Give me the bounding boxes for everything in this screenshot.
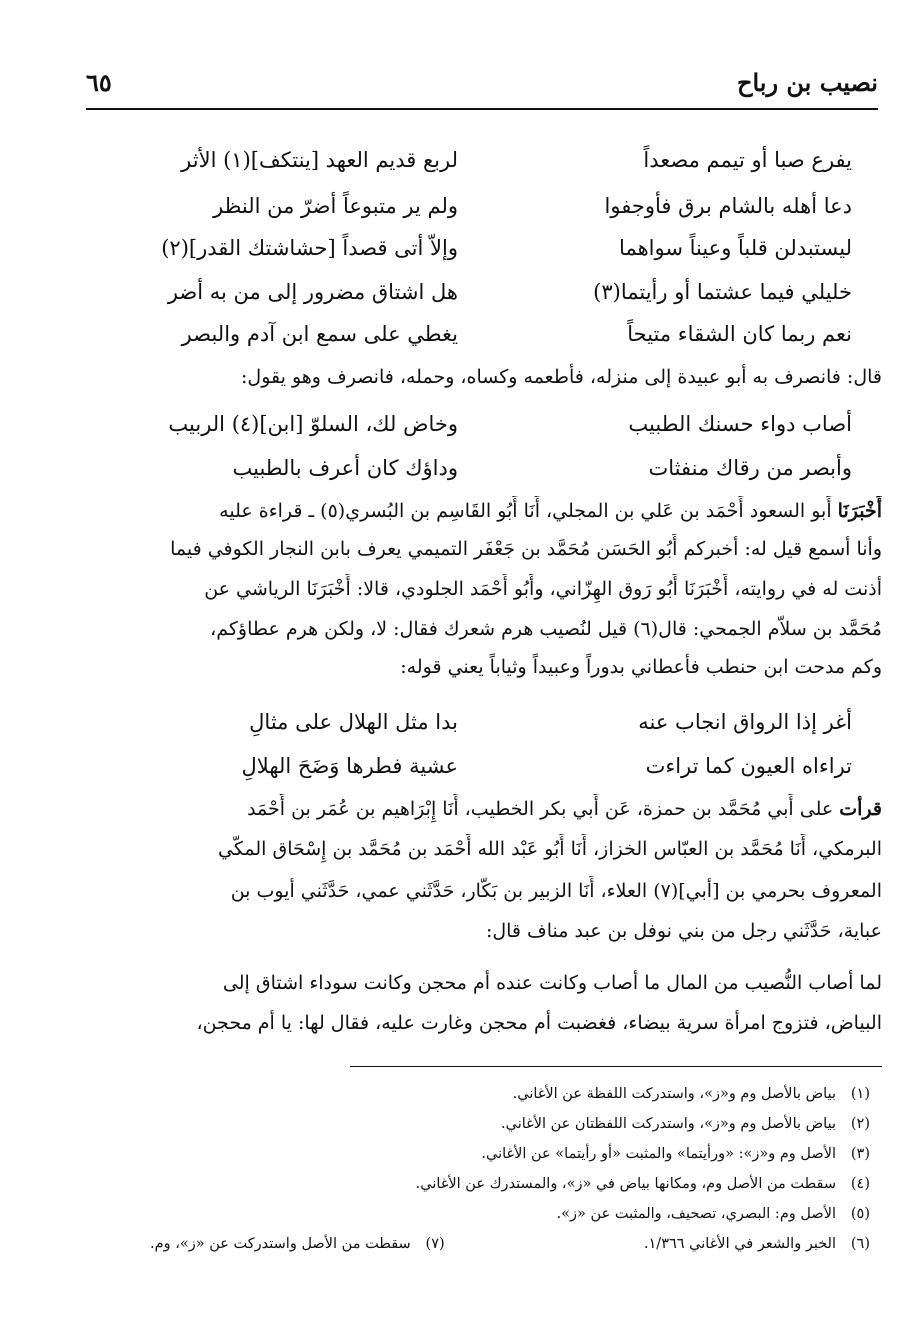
footnote [100,1170,870,1198]
prose-line: عباية، حَدَّثَني رجل من بني نوفل بن عبد مناف قال: [485,920,882,942]
footnote-text: بياض بالأصل وم و«ز»، واستدركت اللفظة عن الأغاني. [512,1086,836,1102]
verse-line [128,276,852,308]
prose-line: قال: فانصرف به أبو عبيدة إلى منزله، فأطعمه وكساه، وحمله، فانصرف وهو يقول: [241,366,882,388]
footnote-number: (٣) [850,1146,870,1162]
verse-hemistich-first: دعا أهله بالشام برق فأوجفوا [604,194,852,218]
prose-line: البرمكي، أَنَا مُحَمَّد بن العبّاس الخزاز، أَنَا أَبُو عَبْد الله أَحْمَد بن مُحَمَّد بن إِسْحَاق المكّي [218,838,882,860]
prose-line [86,496,882,526]
verse-hemistich-second: يغطي على سمع ابن آدم والبصر [181,322,458,346]
verse-line [128,408,852,440]
footnote-rule [350,1066,882,1067]
prose-line: وكم مدحت ابن حنطب فأعطاني بدوراً وعبيداً وثياباً يعني قوله: [400,656,882,678]
verse-hemistich-first: تراءاه العيون كما تراءت [645,754,852,778]
verse-hemistich-second: وإلاّ أتى قصداً [حشاشتك القدر](٢) [161,236,458,260]
prose-line: وأنا أسمع قيل له: أخبركم أَبُو الحَسَن مُحَمَّد بن جَعْفَر التميمي يعرف بابن النجار الكوفي فيما [170,538,882,560]
verse-hemistich-first: أصاب دواء حسنك الطبيب [628,412,852,436]
running-title: نصيب بن رباح [736,68,878,97]
page-number: ٦٥ [86,68,112,97]
footnote [100,1080,870,1108]
footnote-text: سقطت من الأصل وم، ومكانها بياض في «ز»، والمستدرك عن الأغاني. [415,1176,836,1192]
verse-line [128,190,852,222]
verse-hemistich-first: أغر إذا الرواق انجاب عنه [638,710,852,734]
verse-hemistich-second: عشية فطرها وَضَحَ الهلالِ [241,754,458,778]
prose-line [86,794,882,824]
verse-hemistich-second: وداؤك كان أعرف بالطبيب [232,456,458,480]
verse-hemistich-first: وأبصر من رقاك منفثات [648,456,852,480]
prose-line: البياض، فتزوج امرأة سرية بيضاء، فغضبت أم محجن وغارت عليه، فقال لها: يا أم محجن، [196,1012,882,1034]
footnote-number: (٢) [850,1116,870,1132]
footnote-text: الخبر والشعر في الأغاني ١/٣٦٦. [643,1236,836,1252]
verse-hemistich-first: ليستبدلن قلباً وعيناً سواهما [619,236,852,260]
footnote [100,1110,870,1138]
verse-hemistich-second: بدا مثل الهلال على مثالِ [249,710,458,734]
lead-word: قرأت [839,798,882,820]
prose-line: لما أصاب النُّصيب من المال ما أصاب وكانت عنده أم محجن وكانت سوداء اشتاق إلى [222,972,882,994]
verse-line [128,232,852,264]
prose-text: على أَبي مُحَمَّد بن حمزة، عَن أَبي بكر الخطيب، أَنَا إِبْرَاهيم بن عُمَر بن أَحْمَد [247,798,840,820]
verse-line [128,318,852,350]
footnote-text: الأصل وم و«ز»: «ورأيتما» والمثبت «أو رأيتما» عن الأغاني. [481,1146,836,1162]
verse-hemistich-second: ولم ير متبوعاً أضرّ من النظر [213,194,458,218]
running-header [86,66,878,106]
verse-hemistich-first: خليلي فيما عشتما أو رأيتما(٣) [593,280,852,304]
footnote-number: (٤) [850,1176,870,1192]
footnote [60,1230,870,1258]
verse-hemistich-second: لربع قديم العهد [ينتكف](١) الأثر [181,148,458,172]
verse-hemistich-second: وخاض لك، السلوّ [ابن](٤) الربيب [168,412,458,436]
header-rule [86,108,878,110]
footnote-7 [150,1230,445,1258]
prose-line: المعروف بحرمي بن [أبي](٧) العلاء، أَنَا الزبير بن بَكّار، حَدَّثَني عمي، حَدَّثَني أيوب بن [230,880,882,902]
prose-text: أَبو السعود أَحْمَد بن عَلي بن المجلي، أَنَا أَبُو القَاسِم بن البُسري(٥) ـ قراءة عليه [219,500,838,522]
prose-line: أذنت له في روايته، أَخْبَرَنَا أَبُو رَوق الهِزّاني، وأَبُو أَحْمَد الجلودي، قالا: أَخْبَرَنَا الرياشي عن [204,578,882,600]
footnote-number: (٧) [425,1236,445,1252]
lead-word: أَخْبَرَنَا [837,500,882,522]
footnote-number: (٥) [850,1206,870,1222]
footnote-text: بياض بالأصل وم و«ز»، واستدركت اللفظتان عن الأغاني. [501,1116,836,1132]
footnote-number: (٦) [850,1236,870,1252]
footnote-number: (١) [850,1086,870,1102]
verse-line [128,452,852,484]
verse-hemistich-second: هل اشتاق مضرور إلى من به أضر [167,280,458,304]
verse-line [128,706,852,738]
verse-line [128,750,852,782]
footnote-text: سقطت من الأصل واستدركت عن «ز»، وم. [150,1236,411,1252]
footnote-text: الأصل وم: البصري، تصحيف، والمثبت عن «ز». [556,1206,836,1222]
footnote [100,1200,870,1228]
footnote [100,1140,870,1168]
verse-line [128,144,852,176]
verse-hemistich-first: نعم ربما كان الشقاء متيحاً [627,322,852,346]
prose-line: مُحَمَّد بن سلاّم الجمحي: قال(٦) قيل لنُصيب هرم شعرك فقال: لا، ولكن هرم عطاؤكم، [210,618,882,640]
verse-hemistich-first: يفرع صبا أو تيمم مصعداً [643,148,852,172]
